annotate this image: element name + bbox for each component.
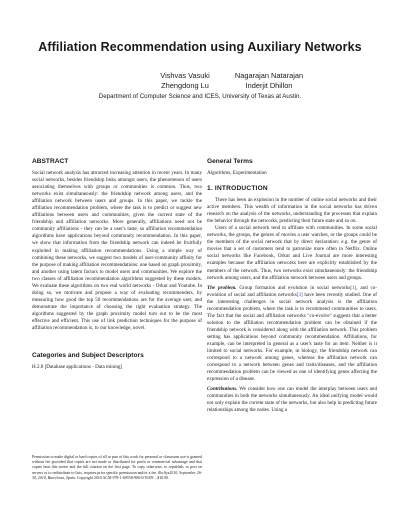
author-name: Vishvas Vasuki [160,71,210,80]
author-column-left [140,71,230,91]
categories-heading: Categories and Subject Descriptors [32,352,144,360]
copyright-footnote [32,454,202,480]
conference-line: RecSys2010, September 26-30, 2010, Barcelona, Spain. [32,469,202,480]
general-terms-heading: General Terms [207,158,253,165]
affiliation: Department of Computer Science and ICES, University of Texas at Austin. [98,93,302,100]
copyright-line: Copyright 2010 ACM 978-1-60558-906-0/10/09 ...$10.00. [76,474,170,480]
contributions-paragraph: Contributions. We consider how one can model the interplay between users and communities in both the networks simultaneously. An ideal unifying model would not only explain the current state of the networks, but also help in predicting future relationships among the nodes. Using a [207,386,377,414]
run-in-heading: The problem. [207,284,237,291]
author-column-right [224,71,314,91]
introduction-heading: 1. INTRODUCTION [207,185,268,193]
right-column [207,158,377,414]
problem-paragraph: The problem. Group formation and evolution in social networks[1], and co-evolution of social and affiliation networks[3] have been recently studied. One of the interesting challenges in social network analysis is the affiliation recommendation problem, where the task is to recommend communities to users. The fact that the social and affiliation networks "co-evolve" suggests that a better solution to the affiliation recommendation problem can be obtained if the friendship network is considered along with the affiliation network. This problem setting has applications beyond community recommendation. Affiliations, for example, can be interpreted in general as a user's taste for an item. Neither is it limited to social networks. For example, in biology, the friendship network can correspond to a network among genes, whereas the affiliation network can correspond to a network between genes and traits/diseases, and the affiliation recommendation problem can be viewed as one of identifying genes affecting the expression of a disease. [207,284,378,383]
citation-link[interactable]: [3] [296,291,303,298]
intro-paragraph: Users of a social network tend to affiliate with communities. In some social networks, the groups, the genres of movies a user watches, or the groups could be the members of the social network that by direct declaration: e.g. the genre of movies that a set of customers tend to patronize more often in Netflix. Online social networks like Facebook, Orkut and Live Journal are more interesting examples because the affiliation networks here are explicitly established by the members of the network. Thus, two networks exist simultaneously: the friendship network among users, and the affiliation network between users and groups. [207,225,377,281]
author-name: Zhengdong Lu [161,81,209,90]
author-name: Nagarajan Natarajan [234,71,304,80]
paper-title: Affiliation Recommendation using Auxiliary Networks [38,40,362,54]
abstract-heading: ABSTRACT [32,158,69,165]
permission-text: Permission to make digital or hard copies of all or part of this work for personal or classroom use is granted without fee provided that copies are not made or distributed for profit or commercial advantage and that copies bear this notice and the full citation on the first page. To copy otherwise, to republish, to post on servers or to redistribute to lists, requires prior specific permission and/or a fee. [32,454,202,475]
abstract-text: Social network analysis has attracted increasing attention in recent years. In many social networks, besides friendship links amongst users, the phenomenon of users associating themselves with groups or communities is common. Thus, two networks exist simultaneously: the friendship network among users, and the affiliation network between users and groups. In this paper, we tackle the affiliation recommendation problem, where the task is to predict or suggest new affiliations between users and communities, given the current state of the friendship and affiliation networks. More generally, affiliations need not be community affiliations - they can be a user's taste, so affiliation recommendation algorithms have applications beyond community recommendation. In this paper, we show that information from the friendship network can indeed be fruitfully exploited in making affiliation recommendations. Using a simple way of combining these networks, we suggest two models of user-community affinity for the purpose of making affiliation recommendations: one based on graph proximity, and another using latent factors to model users and communities. We explore the two classes of affiliation recommendation algorithms suggested by these models. We evaluate these algorithms on two real world networks - Orkut and Youtube. In doing so, we motivate and propose a way of evaluating recommenders, by measuring how good the top 50 recommendations are for the average user, and demonstrate the importance of choosing the right evaluation strategy. The algorithms suggested by the graph proximity model turn out to be the most effective and efficient. This use of link prediction techniques for the purpose of affiliation recommendation is, to our knowledge, novel. [32,170,202,332]
general-terms-text: Algorithms, Experimentation [207,170,267,176]
left-column [32,158,202,371]
author-name: Inderjit Dhillon [245,81,293,90]
intro-paragraph: There has been an explosion in the number of online social networks and their active members. This wealth of information in the social networks has driven research on the analysis of the networks, understanding the processes that explain the behavior through the networks, predicting their future state and so on. [207,197,377,225]
categories-text: H.2.8 [Database applications - Data mining] [32,364,123,371]
citation-link[interactable]: [1] [350,284,357,291]
run-in-heading: Contributions. [207,386,238,393]
